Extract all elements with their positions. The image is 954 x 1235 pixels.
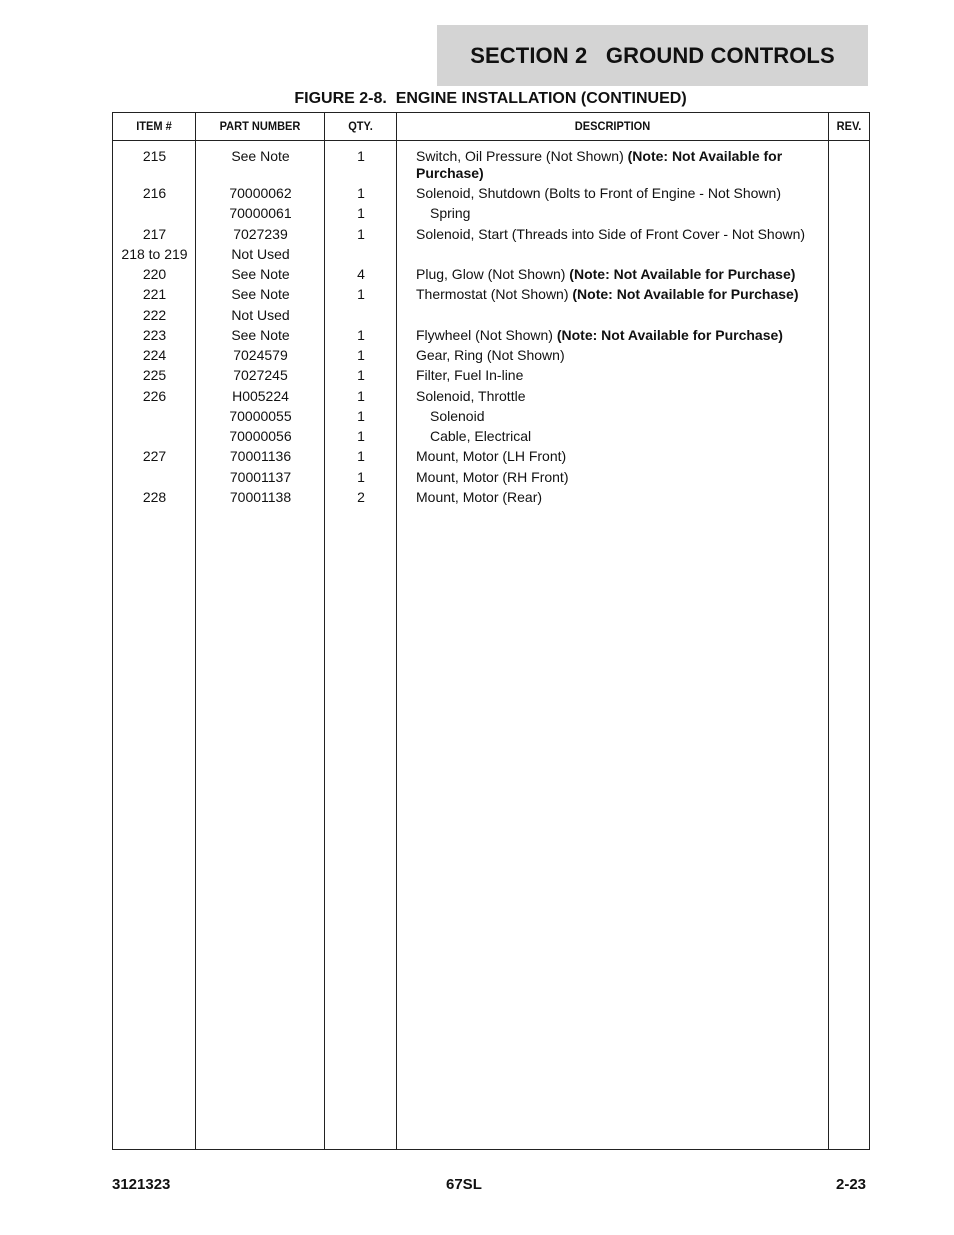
header-part-number: PART NUMBER	[219, 119, 301, 133]
item-number: 221	[142, 286, 167, 302]
item-number: 223	[142, 327, 167, 343]
item-number: 222	[142, 307, 167, 323]
part-number: 7027239	[233, 226, 288, 242]
description-text: Mount, Motor (RH Front)	[416, 469, 569, 485]
description	[416, 185, 826, 202]
description	[416, 448, 826, 465]
description	[416, 469, 826, 486]
description-text: Gear, Ring (Not Shown)	[416, 347, 565, 363]
quantity: 1	[357, 367, 365, 383]
availability-note: (Note: Not Available for Purchase)	[572, 286, 799, 302]
description-text: Solenoid	[430, 408, 485, 424]
item-number: 220	[142, 266, 167, 282]
header-description: DESCRIPTION	[574, 119, 651, 133]
part-number: See Note	[231, 266, 290, 282]
description-text: Thermostat (Not Shown)	[416, 286, 573, 302]
part-number: See Note	[231, 148, 290, 164]
part-number: H005224	[232, 388, 289, 404]
description	[416, 408, 840, 425]
quantity: 4	[357, 266, 365, 282]
description-text: Solenoid, Start (Threads into Side of Front Cover - Not Shown)	[416, 226, 806, 242]
quantity: 1	[357, 185, 365, 201]
description-text: Mount, Motor (Rear)	[416, 489, 543, 505]
item-number: 217	[142, 226, 167, 242]
availability-note: (Note: Not Available for Purchase)	[556, 327, 783, 343]
item-number: 224	[142, 347, 167, 363]
quantity: 1	[357, 388, 365, 404]
part-number: See Note	[231, 327, 290, 343]
footer-page-number: 2-23	[836, 1176, 867, 1193]
description	[416, 489, 826, 506]
quantity: 1	[357, 286, 365, 302]
availability-note: (Note: Not Available for Purchase)	[569, 266, 796, 282]
part-number: 70001138	[229, 489, 292, 505]
part-number: 70000055	[229, 408, 292, 424]
description-text: Solenoid, Shutdown (Bolts to Front of Engine - Not Shown)	[416, 185, 781, 201]
quantity: 1	[357, 327, 365, 343]
part-number: Not Used	[231, 307, 290, 323]
footer-doc-number: 3121323	[112, 1176, 171, 1193]
item-number: 225	[142, 367, 167, 383]
quantity: 1	[357, 408, 365, 424]
quantity: 1	[357, 428, 365, 444]
parts-table	[112, 112, 870, 1150]
part-number: 7027245	[233, 367, 288, 383]
item-number: 227	[142, 448, 167, 464]
quantity: 1	[357, 205, 365, 221]
item-number: 215	[142, 148, 167, 164]
description	[416, 367, 826, 384]
header-divider	[113, 140, 869, 141]
column-divider	[828, 113, 829, 1149]
quantity: 1	[357, 226, 365, 242]
part-number: See Note	[231, 286, 290, 302]
quantity: 1	[357, 148, 365, 164]
part-number: 70000062	[229, 185, 292, 201]
header-rev: REV.	[836, 119, 862, 133]
item-number: 226	[142, 388, 167, 404]
description-text: Mount, Motor (LH Front)	[416, 448, 567, 464]
figure-title: FIGURE 2-8. ENGINE INSTALLATION (CONTINUED)	[294, 90, 687, 107]
description	[416, 428, 840, 445]
description	[416, 205, 840, 222]
item-number: 218 to 219	[121, 246, 188, 262]
header-qty: QTY.	[348, 119, 373, 133]
description	[416, 347, 826, 364]
quantity: 2	[357, 489, 365, 505]
description-text: Switch, Oil Pressure (Not Shown)	[416, 148, 628, 164]
quantity: 1	[357, 469, 365, 485]
part-number: 70000061	[229, 205, 292, 221]
description-text: Flywheel (Not Shown)	[416, 327, 557, 343]
description	[416, 286, 826, 303]
part-number: Not Used	[231, 246, 290, 262]
quantity: 1	[357, 448, 365, 464]
footer-model: 67SL	[446, 1176, 482, 1193]
description	[416, 266, 826, 283]
description-text: Spring	[430, 205, 471, 221]
item-number: 216	[142, 185, 167, 201]
item-number: 228	[142, 489, 167, 505]
description	[416, 327, 826, 344]
part-number: 70000056	[229, 428, 292, 444]
part-number: 70001137	[229, 469, 292, 485]
description-text: Cable, Electrical	[430, 428, 532, 444]
section-title: SECTION 2 GROUND CONTROLS	[470, 42, 835, 68]
description-text: Filter, Fuel In-line	[416, 367, 524, 383]
section-banner	[437, 25, 868, 86]
availability-note: (Note: Not Available for Purchase)	[416, 148, 783, 181]
description-text: Plug, Glow (Not Shown)	[416, 266, 570, 282]
description	[416, 148, 826, 182]
description	[416, 388, 826, 405]
part-number: 70001136	[229, 448, 292, 464]
description-text: Solenoid, Throttle	[416, 388, 526, 404]
quantity: 1	[357, 347, 365, 363]
description	[416, 226, 826, 243]
header-item: ITEM #	[136, 119, 172, 133]
part-number: 7024579	[233, 347, 288, 363]
